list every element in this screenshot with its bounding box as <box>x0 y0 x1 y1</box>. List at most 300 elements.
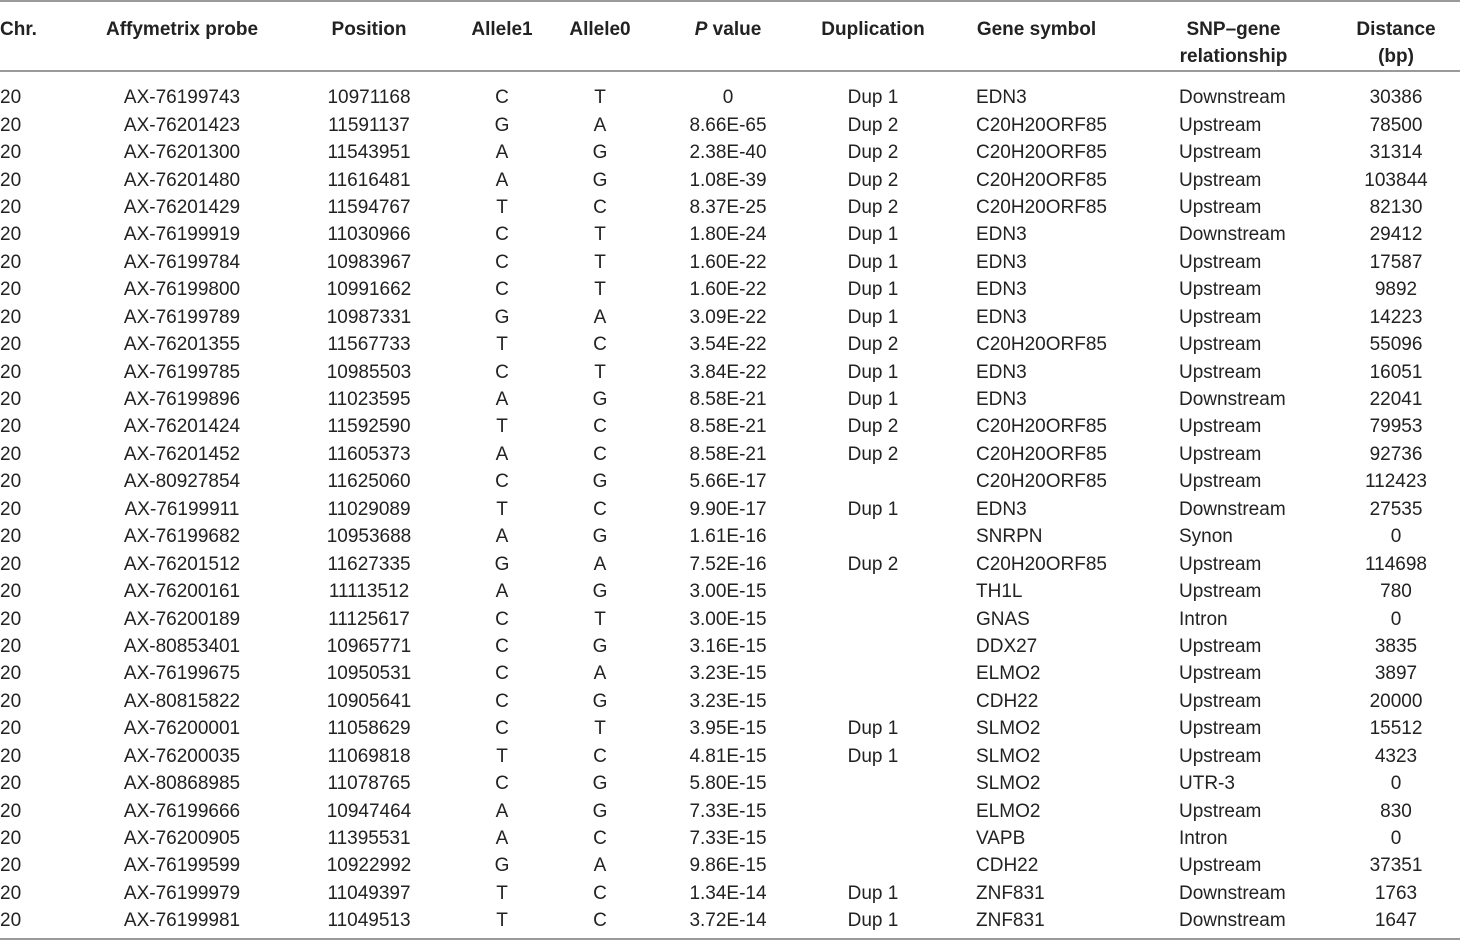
cell-affymetrix-probe: AX-76199789 <box>123 306 241 328</box>
cell-allele0: G <box>592 773 608 795</box>
cell-p-value: 7.52E-16 <box>689 553 767 575</box>
cell-affymetrix-probe: AX-76201512 <box>123 553 241 575</box>
cell-gene-symbol: SLMO2 <box>976 718 1041 740</box>
cell-affymetrix-probe: AX-76201452 <box>123 443 241 465</box>
table-row <box>0 523 1460 550</box>
cell-gene-symbol: CDH22 <box>976 855 1039 877</box>
table-row <box>0 550 1460 577</box>
cell-chr: 20 <box>0 251 22 273</box>
cell-duplication: Dup 1 <box>847 87 899 109</box>
cell-allele1: T <box>496 882 508 904</box>
cell-affymetrix-probe: AX-76200189 <box>123 608 241 630</box>
cell-chr: 20 <box>0 718 22 740</box>
cell-snp-gene-relationship: Upstream <box>1179 114 1262 136</box>
table-row <box>0 276 1460 303</box>
cell-p-value: 8.37E-25 <box>689 196 767 218</box>
header-affymetrix-probe: Affymetrix probe <box>78 1 286 71</box>
header-relationship-line1: SNP–gene <box>1186 19 1281 40</box>
cell-duplication: Dup 1 <box>847 224 899 246</box>
cell-allele0: C <box>593 443 607 465</box>
cell-allele1: A <box>495 581 509 603</box>
cell-allele0: T <box>594 361 606 383</box>
cell-chr: 20 <box>0 553 22 575</box>
cell-distance: 37351 <box>1369 855 1423 877</box>
cell-chr: 20 <box>0 828 22 850</box>
table-body <box>0 71 1460 939</box>
cell-snp-gene-relationship: Upstream <box>1179 471 1262 493</box>
cell-gene-symbol: EDN3 <box>976 306 1027 328</box>
cell-p-value: 4.81E-15 <box>689 745 767 767</box>
cell-distance: 82130 <box>1369 196 1423 218</box>
header-snp-gene-relationship <box>1135 1 1332 71</box>
cell-snp-gene-relationship: Upstream <box>1179 443 1262 465</box>
cell-position: 10991662 <box>326 279 412 301</box>
cell-affymetrix-probe: AX-76201300 <box>123 142 241 164</box>
cell-allele1: A <box>495 389 509 411</box>
cell-position: 11058629 <box>327 718 411 740</box>
cell-affymetrix-probe: AX-76199743 <box>123 87 241 109</box>
cell-p-value: 3.72E-14 <box>648 907 808 938</box>
cell-distance: 29412 <box>1369 224 1423 246</box>
table-row <box>0 496 1460 523</box>
cell-distance: 17587 <box>1369 251 1423 273</box>
cell-gene-symbol: ZNF831 <box>976 882 1045 904</box>
cell-snp-gene-relationship: Intron <box>1179 828 1228 850</box>
cell-allele1: C <box>495 251 509 273</box>
cell-chr: 20 <box>0 608 22 630</box>
cell-snp-gene-relationship: Downstream <box>1179 389 1286 411</box>
cell-allele1: C <box>495 773 509 795</box>
table-row <box>0 688 1460 715</box>
cell-snp-gene-relationship: Upstream <box>1179 306 1262 328</box>
header-gene-symbol: Gene symbol <box>938 1 1135 71</box>
cell-position: 10983967 <box>326 251 412 273</box>
cell-duplication <box>808 578 938 605</box>
cell-p-value: 1.80E-24 <box>689 224 767 246</box>
cell-allele1: C <box>495 279 509 301</box>
cell-p-value: 9.90E-17 <box>689 498 767 520</box>
cell-p-value: 0 <box>722 87 734 109</box>
cell-gene-symbol: EDN3 <box>976 361 1027 383</box>
cell-distance: 9892 <box>1374 279 1418 301</box>
cell-snp-gene-relationship: Upstream <box>1179 142 1262 164</box>
table-row <box>0 852 1460 879</box>
cell-allele1: C <box>495 224 509 246</box>
cell-affymetrix-probe: AX-76199911 <box>124 498 240 520</box>
cell-snp-gene-relationship: Upstream <box>1179 690 1262 712</box>
cell-position: 10971168 <box>327 87 411 109</box>
table-row <box>0 578 1460 605</box>
cell-allele1: C <box>495 635 509 657</box>
cell-affymetrix-probe: AX-76199784 <box>123 251 241 273</box>
cell-snp-gene-relationship: Upstream <box>1179 361 1262 383</box>
cell-position: 11625060 <box>327 471 411 493</box>
table-row <box>0 304 1460 331</box>
cell-allele1: C <box>495 690 509 712</box>
cell-allele0: T <box>594 608 606 630</box>
cell-gene-symbol: ELMO2 <box>976 663 1041 685</box>
cell-chr: 20 <box>0 169 22 191</box>
cell-gene-symbol: DDX27 <box>976 635 1038 657</box>
cell-position: 10950531 <box>326 663 412 685</box>
cell-gene-symbol: C20H20ORF85 <box>976 196 1107 218</box>
cell-duplication: Dup 1 <box>847 361 899 383</box>
cell-p-value: 7.33E-15 <box>689 828 767 850</box>
cell-allele0: C <box>593 745 607 767</box>
cell-chr: 20 <box>0 773 22 795</box>
cell-distance: 4323 <box>1374 745 1418 767</box>
cell-p-value: 8.58E-21 <box>689 416 767 438</box>
cell-duplication: Dup 2 <box>847 114 899 136</box>
header-distance-line1: Distance <box>1356 19 1436 40</box>
cell-allele0: T <box>594 87 606 109</box>
cell-position: 11592590 <box>327 416 411 438</box>
cell-distance: 112423 <box>1365 471 1427 493</box>
cell-gene-symbol: EDN3 <box>976 87 1027 109</box>
cell-allele1: A <box>495 526 509 548</box>
cell-allele0: A <box>593 306 607 328</box>
cell-distance: 27535 <box>1369 498 1423 520</box>
cell-allele1: C <box>495 471 509 493</box>
cell-snp-gene-relationship: Upstream <box>1179 416 1262 438</box>
cell-duplication <box>808 633 938 660</box>
header-position: Position <box>286 1 452 71</box>
cell-affymetrix-probe: AX-80853401 <box>123 635 241 657</box>
cell-position: 11543951 <box>327 142 411 164</box>
cell-allele0: G <box>592 581 608 603</box>
cell-position: 11395531 <box>327 828 411 850</box>
table-row <box>0 71 1460 111</box>
cell-chr: 20 <box>0 745 22 767</box>
cell-duplication <box>808 468 938 495</box>
cell-distance: 0 <box>1390 608 1402 630</box>
cell-duplication: Dup 1 <box>847 251 899 273</box>
cell-p-value: 5.80E-15 <box>689 773 767 795</box>
cell-duplication: Dup 2 <box>847 196 899 218</box>
cell-chr: 20 <box>0 581 22 603</box>
cell-snp-gene-relationship: Upstream <box>1179 663 1262 685</box>
cell-snp-gene-relationship: Intron <box>1179 608 1228 630</box>
table-row <box>0 194 1460 221</box>
cell-chr: 20 <box>0 142 22 164</box>
header-chr: Chr. <box>0 1 78 71</box>
cell-snp-gene-relationship: Synon <box>1179 526 1233 548</box>
cell-allele1: T <box>496 196 508 218</box>
cell-position: 10965771 <box>326 635 412 657</box>
cell-p-value: 3.23E-15 <box>689 690 767 712</box>
cell-p-value: 3.00E-15 <box>689 608 767 630</box>
cell-duplication: Dup 2 <box>847 334 899 356</box>
cell-allele1: T <box>496 498 508 520</box>
cell-chr: 20 <box>0 306 22 328</box>
cell-chr: 20 <box>0 279 22 301</box>
table-row <box>0 468 1460 495</box>
cell-p-value: 2.38E-40 <box>689 142 767 164</box>
cell-snp-gene-relationship: Downstream <box>1179 498 1286 520</box>
cell-p-value: 7.33E-15 <box>689 800 767 822</box>
cell-position: 11605373 <box>327 443 411 465</box>
cell-gene-symbol: EDN3 <box>976 389 1027 411</box>
cell-allele0: A <box>593 663 607 685</box>
table-row <box>0 880 1460 907</box>
cell-allele1: A <box>495 169 509 191</box>
cell-p-value: 8.58E-21 <box>689 389 767 411</box>
cell-distance: 14223 <box>1369 306 1423 328</box>
cell-p-value: 9.86E-15 <box>689 855 767 877</box>
cell-allele0: G <box>592 142 608 164</box>
cell-chr: 20 <box>0 361 22 383</box>
cell-affymetrix-probe: AX-76201429 <box>123 196 241 218</box>
cell-snp-gene-relationship: Upstream <box>1179 718 1262 740</box>
header-p-value-text: value <box>707 19 762 40</box>
cell-affymetrix-probe: AX-76199800 <box>123 279 241 301</box>
cell-duplication <box>808 852 938 879</box>
cell-affymetrix-probe: AX-76201480 <box>123 169 241 191</box>
cell-distance: 92736 <box>1369 443 1423 465</box>
cell-duplication: Dup 2 <box>847 416 899 438</box>
table-row <box>0 166 1460 193</box>
cell-position: 11594767 <box>327 196 411 218</box>
cell-distance: 830 <box>1380 800 1412 822</box>
cell-snp-gene-relationship: UTR-3 <box>1179 773 1235 795</box>
cell-gene-symbol: C20H20ORF85 <box>976 142 1107 164</box>
cell-position: 10953688 <box>326 526 412 548</box>
cell-gene-symbol: CDH22 <box>976 690 1039 712</box>
cell-duplication <box>808 797 938 824</box>
table-row <box>0 386 1460 413</box>
cell-affymetrix-probe: AX-76199979 <box>123 882 241 904</box>
cell-distance: 20000 <box>1369 690 1423 712</box>
cell-position: 11125617 <box>328 608 410 630</box>
header-distance-bp <box>1332 1 1460 71</box>
cell-chr: 20 <box>0 855 22 877</box>
cell-position: 10985503 <box>326 361 412 383</box>
table-row <box>0 249 1460 276</box>
cell-gene-symbol: EDN3 <box>976 251 1027 273</box>
cell-distance: 780 <box>1380 581 1412 603</box>
cell-distance: 22041 <box>1369 389 1423 411</box>
cell-duplication: Dup 2 <box>847 142 899 164</box>
cell-duplication: Dup 1 <box>808 907 938 938</box>
cell-affymetrix-probe: AX-76201423 <box>123 114 241 136</box>
cell-chr: 20 <box>0 224 22 246</box>
table-row <box>0 825 1460 852</box>
cell-chr: 20 <box>0 114 22 136</box>
cell-gene-symbol: ELMO2 <box>976 800 1041 822</box>
cell-affymetrix-probe: AX-76199599 <box>123 855 241 877</box>
header-duplication: Duplication <box>808 1 938 71</box>
cell-allele1: T <box>496 334 508 356</box>
cell-chr: 20 <box>0 690 22 712</box>
cell-affymetrix-probe: AX-76200001 <box>123 718 241 740</box>
cell-gene-symbol: EDN3 <box>976 279 1027 301</box>
cell-affymetrix-probe: AX-76199896 <box>123 389 241 411</box>
cell-affymetrix-probe: AX-76201424 <box>123 416 241 438</box>
cell-allele1: A <box>495 800 509 822</box>
cell-allele1: A <box>495 443 509 465</box>
cell-position: 11030966 <box>327 224 411 246</box>
cell-allele0: G <box>592 471 608 493</box>
cell-allele0: C <box>593 416 607 438</box>
cell-position: 11627335 <box>327 553 411 575</box>
cell-p-value: 8.66E-65 <box>689 114 767 136</box>
cell-distance: 0 <box>1390 526 1402 548</box>
cell-gene-symbol: EDN3 <box>976 498 1027 520</box>
cell-distance: 15512 <box>1369 718 1423 740</box>
cell-allele1: C <box>495 663 509 685</box>
cell-p-value: 1.08E-39 <box>689 169 767 191</box>
cell-allele0: A <box>593 855 607 877</box>
cell-gene-symbol: GNAS <box>976 608 1030 630</box>
header-allele0: Allele0 <box>552 1 648 71</box>
cell-allele1: C <box>495 718 509 740</box>
table-header <box>0 1 1460 71</box>
header-relationship-line2: relationship <box>1179 46 1288 67</box>
cell-chr: 20 <box>0 907 78 938</box>
cell-p-value: 1.34E-14 <box>689 882 767 904</box>
cell-position: 10922992 <box>326 855 412 877</box>
cell-chr: 20 <box>0 663 22 685</box>
table-row <box>0 907 1460 938</box>
cell-allele1: G <box>494 855 510 877</box>
cell-distance: 3835 <box>1374 635 1418 657</box>
cell-gene-symbol: SLMO2 <box>976 773 1041 795</box>
table-row <box>0 715 1460 742</box>
cell-distance: 1763 <box>1374 882 1418 904</box>
cell-position: 11069818 <box>327 745 411 767</box>
cell-position: 11049513 <box>286 907 452 938</box>
cell-distance: 30386 <box>1369 87 1423 109</box>
cell-chr: 20 <box>0 87 22 109</box>
cell-snp-gene-relationship: Downstream <box>1179 87 1286 109</box>
cell-chr: 20 <box>0 389 22 411</box>
cell-snp-gene-relationship: Upstream <box>1179 553 1262 575</box>
cell-allele0: T <box>594 279 606 301</box>
cell-distance: 114698 <box>1365 553 1427 575</box>
cell-gene-symbol: ZNF831 <box>938 907 1135 938</box>
cell-duplication: Dup 1 <box>847 882 899 904</box>
table-row <box>0 660 1460 687</box>
cell-gene-symbol: C20H20ORF85 <box>976 471 1107 493</box>
cell-chr: 20 <box>0 416 22 438</box>
table-row <box>0 441 1460 468</box>
cell-duplication: Dup 1 <box>847 279 899 301</box>
cell-affymetrix-probe: AX-76201355 <box>123 334 241 356</box>
cell-p-value: 8.58E-21 <box>689 443 767 465</box>
cell-allele0: A <box>593 114 607 136</box>
table-row <box>0 633 1460 660</box>
header-distance-line2: (bp) <box>1378 46 1414 67</box>
cell-allele0: G <box>592 389 608 411</box>
table-row <box>0 111 1460 138</box>
cell-allele0: C <box>593 498 607 520</box>
cell-position: 11567733 <box>327 334 411 356</box>
cell-gene-symbol: SNRPN <box>976 526 1043 548</box>
cell-p-value: 3.16E-15 <box>689 635 767 657</box>
cell-distance: 0 <box>1390 828 1402 850</box>
cell-snp-gene-relationship: Upstream <box>1179 279 1262 301</box>
cell-allele0: T <box>594 224 606 246</box>
cell-snp-gene-relationship: Upstream <box>1179 745 1262 767</box>
cell-affymetrix-probe: AX-76199919 <box>123 224 241 246</box>
cell-gene-symbol: VAPB <box>976 828 1026 850</box>
cell-distance: 0 <box>1390 773 1402 795</box>
cell-allele1: A <box>495 142 509 164</box>
cell-position: 11616481 <box>327 169 411 191</box>
cell-p-value: 1.60E-22 <box>689 251 767 273</box>
cell-allele0: C <box>593 828 607 850</box>
table-row <box>0 605 1460 632</box>
cell-duplication: Dup 1 <box>847 718 899 740</box>
cell-distance: 3897 <box>1374 663 1418 685</box>
table-row <box>0 413 1460 440</box>
cell-chr: 20 <box>0 882 22 904</box>
cell-allele0: C <box>593 334 607 356</box>
cell-duplication <box>808 523 938 550</box>
cell-affymetrix-probe: AX-76200905 <box>123 828 241 850</box>
cell-p-value: 3.00E-15 <box>689 581 767 603</box>
cell-allele1: G <box>494 553 510 575</box>
cell-snp-gene-relationship: Upstream <box>1179 251 1262 273</box>
cell-affymetrix-probe: AX-76200161 <box>123 581 241 603</box>
cell-chr: 20 <box>0 526 22 548</box>
cell-distance: 31314 <box>1369 142 1423 164</box>
cell-distance: 55096 <box>1369 334 1423 356</box>
cell-allele0: A <box>593 553 607 575</box>
cell-allele1: C <box>495 361 509 383</box>
cell-position: 11049397 <box>327 882 411 904</box>
cell-position: 11023595 <box>327 389 411 411</box>
cell-p-value: 1.60E-22 <box>689 279 767 301</box>
cell-duplication <box>808 605 938 632</box>
cell-position: 10905641 <box>326 690 412 712</box>
cell-duplication: Dup 2 <box>847 553 899 575</box>
cell-affymetrix-probe: AX-80868985 <box>123 773 241 795</box>
cell-allele1: T <box>452 907 552 938</box>
cell-affymetrix-probe: AX-76200035 <box>123 745 241 767</box>
cell-allele1: C <box>495 87 509 109</box>
cell-distance: 1647 <box>1332 907 1460 938</box>
cell-gene-symbol: C20H20ORF85 <box>976 443 1107 465</box>
cell-chr: 20 <box>0 471 22 493</box>
cell-allele0: C <box>593 196 607 218</box>
cell-position: 11591137 <box>328 114 410 136</box>
cell-duplication: Dup 2 <box>847 169 899 191</box>
cell-gene-symbol: SLMO2 <box>976 745 1041 767</box>
cell-duplication: Dup 1 <box>847 389 899 411</box>
table-row <box>0 331 1460 358</box>
cell-distance: 16051 <box>1369 361 1423 383</box>
cell-chr: 20 <box>0 800 22 822</box>
cell-snp-gene-relationship: Upstream <box>1179 334 1262 356</box>
cell-duplication <box>808 660 938 687</box>
cell-affymetrix-probe: AX-76199785 <box>123 361 241 383</box>
table-row <box>0 221 1460 248</box>
cell-duplication <box>808 770 938 797</box>
cell-distance: 103844 <box>1364 169 1428 191</box>
cell-position: 11113512 <box>328 581 410 603</box>
cell-allele0: T <box>594 718 606 740</box>
cell-gene-symbol: EDN3 <box>976 224 1027 246</box>
table-row <box>0 743 1460 770</box>
header-p-value <box>648 1 808 71</box>
cell-allele0: G <box>592 526 608 548</box>
table-row <box>0 797 1460 824</box>
cell-position: 11029089 <box>327 498 411 520</box>
cell-position: 10947464 <box>326 800 412 822</box>
cell-chr: 20 <box>0 443 22 465</box>
header-allele1: Allele1 <box>452 1 552 71</box>
